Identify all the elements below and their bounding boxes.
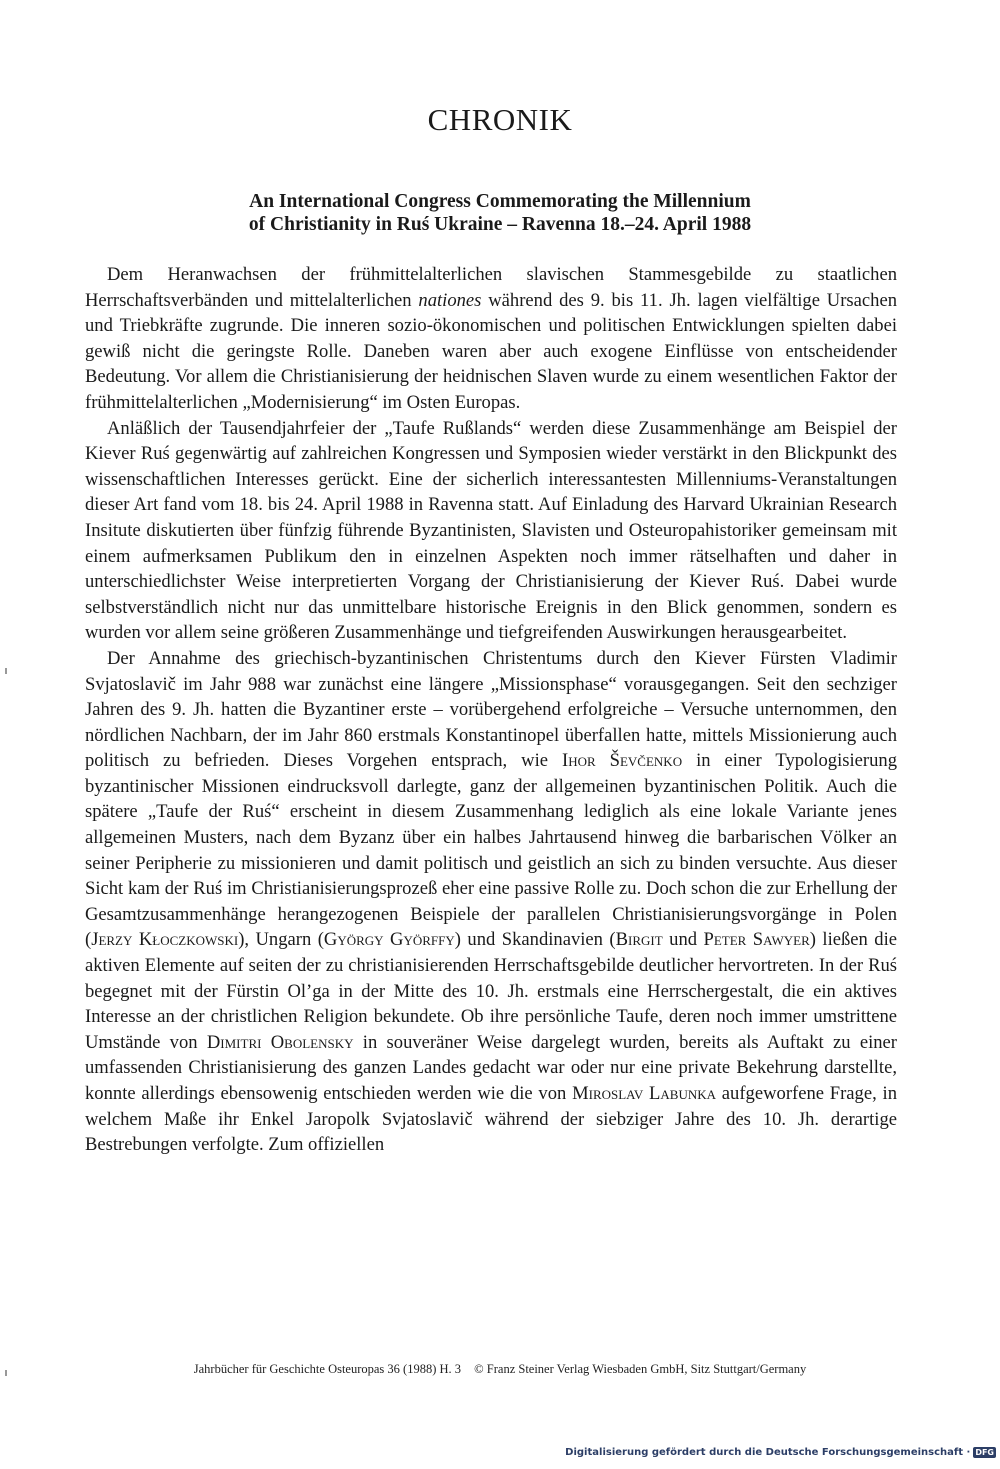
person-name: Birgit: [615, 929, 663, 951]
text-segment: in souveräner Weise dargelegt wurden, bereits als Auftakt zu einer umfassenden Christianisierung des ganzen Landes gedacht war oder nur eine private Bekehrung darstellte, konnte allerdings ebensowenig entschieden werden wie die von: [85, 1031, 897, 1104]
text-segment: ), Ungarn (: [238, 929, 324, 951]
text-segment: in einer Typologisierung byzantinischer Missionen eindrucksvoll darlegte, ganz der allgemeinen byzantinischen Politik. Auch die spätere „Taufe der Ruś“ erscheint in diesem Zusammenhang lediglich als eine lokale Variante jenes allgemeinen Musters, nach dem Byzanz über ein halbes Jahrtausend hinweg die barbarischen Völker an seiner Peripherie zu missionieren und damit politisch und geistlich an sich zu binden versuchte. Aus dieser Sicht kam der Ruś im Christianisierungsprozeß eher eine passive Rolle zu. Doch schon die zur Erhellung der Gesamtzusammenhänge herangezogenen Beispiele der parallelen Christianisierungsvorgänge in Polen (: [85, 750, 897, 951]
article-body: [85, 262, 897, 1158]
person-name: Peter Sawyer: [703, 929, 810, 951]
italic-term: nationes: [418, 289, 482, 311]
scan-edge-mark: [5, 1370, 7, 1376]
paragraph-3: [85, 646, 897, 1158]
text-segment: und: [662, 929, 704, 951]
person-name: Jerzy Kłoczkowski: [91, 929, 239, 951]
journal-citation: Jahrbücher für Geschichte Osteuropas 36 (1988) H. 3: [193, 1362, 462, 1376]
paragraph-2: Anläßlich der Tausendjahrfeier der „Taufe Rußlands“ werden diese Zusammenhänge am Beispiel der Kiever Ruś gegenwärtig auf zahlreichen Kongressen und Symposien wieder verstärkt in den Blickpunkt des wissenschaftlichen Interesses gerückt. Eine der sicherlich interessantesten Millenniums-Veranstaltungen dieser Art fand vom 18. bis 24. April 1988 in Ravenna statt. Auf Einladung des Harvard Ukrainian Research Insitute diskutierten über fünfzig führende Byzantinisten, Slavisten und Osteuropahistoriker gemeinsam mit einem aufmerksamen Publikum den in einzelnen Aspekten noch immer rätselhaften und daher in unterschiedlichster Weise interpretierten Vorgang der Christianisierung der Kiever Ruś. Dabei wurde selbstverständlich nicht nur das unmittelbare historische Ereignis in den Blick genommen, sondern es wurden vor allem seine größeren Zusammenhänge und tiefgreifenden Auswirkungen herausgearbeitet.: [85, 417, 897, 644]
text-segment: während des 9. bis 11. Jh. lagen vielfältige Ursachen und Triebkräfte zugrunde. Die inneren sozio-ökonomischen und politischen Entwicklungen spielten dabei gewiß nicht die geringste Rolle. Daneben waren aber auch exogene Einflüsse von entscheidender Bedeutung. Vor allem die Christianisierung der heidnischen Slaven wurde zu einem wesentlichen Faktor der frühmittelalterlichen „Modernisierung“ im Osten Europas.: [85, 289, 897, 413]
person-name: György Györffy: [323, 929, 455, 951]
text-segment: Der Annahme des griechisch-byzantinischen Christentums durch den Kiever Fürsten Vladimir Svjatoslavič im Jahr 988 war zunächst eine längere „Missionsphase“ vorausgegangen. Seit den sechziger Jahren des 9. Jh. hatten die Byzantiner erste – vorübergehend erfolgreiche – Versuche unternommen, den nördlichen Nachbarn, der im Jahr 860 erstmals Konstantinopel überfallen hatte, mittels Missionierung auch politisch zu befrieden. Dieses Vorgehen entsprach, wie: [85, 647, 897, 772]
funding-text: Digitalisierung gefördert durch die Deutsche Forschungsgemeinschaft ·: [565, 1447, 971, 1458]
publisher-notice: © Franz Steiner Verlag Wiesbaden GmbH, Sitz Stuttgart/Germany: [474, 1362, 807, 1376]
article-title-line-1: An International Congress Commemorating the Millennium: [249, 191, 751, 212]
scan-edge-mark: [5, 668, 7, 674]
page-footer: [0, 1362, 1000, 1377]
section-title: CHRONIK: [427, 102, 573, 137]
person-name: Miroslav Labunka: [572, 1083, 717, 1104]
text-segment: ) ließen die aktiven Elemente auf seiten der zu christianisierenden Herrschaftsgebilde deutlicher hervortreten. In der Ruś begegnet mit der Fürstin Ol’ga in der Mitte des 10. Jh. erstmals eine Herrschergestalt, die ein aktives Interesse an der christlichen Religion bekundete. Ob ihre persönliche Taufe, deren noch immer umstrittene Umstände von: [85, 929, 898, 1053]
dfg-logo-icon: DFG: [975, 1448, 994, 1457]
text-segment: ) und Skandinavien (: [454, 929, 616, 951]
text-segment: Dem Heranwachsen der frühmittelalterlichen slavischen Stammesgebilde zu staatlichen Herrschaftsverbänden und mittelalterlichen: [85, 264, 897, 311]
funding-notice: [565, 1447, 996, 1458]
text-segment: aufgeworfene Frage, in welchem Maße ihr Enkel Jaropolk Svjatoslavič während der siebziger Jahre des 10. Jh. derartige Bestrebungen verfolgte. Zum offiziellen: [85, 1083, 897, 1156]
paragraph-1: [85, 262, 897, 416]
article-title-line-2: of Christianity in Ruś Ukraine – Ravenna 18.–24. April 1988: [248, 214, 752, 235]
person-name: Dimitri Obolensky: [206, 1031, 354, 1053]
article-title: [60, 190, 940, 236]
person-name: Ihor Ševčenko: [562, 750, 683, 772]
